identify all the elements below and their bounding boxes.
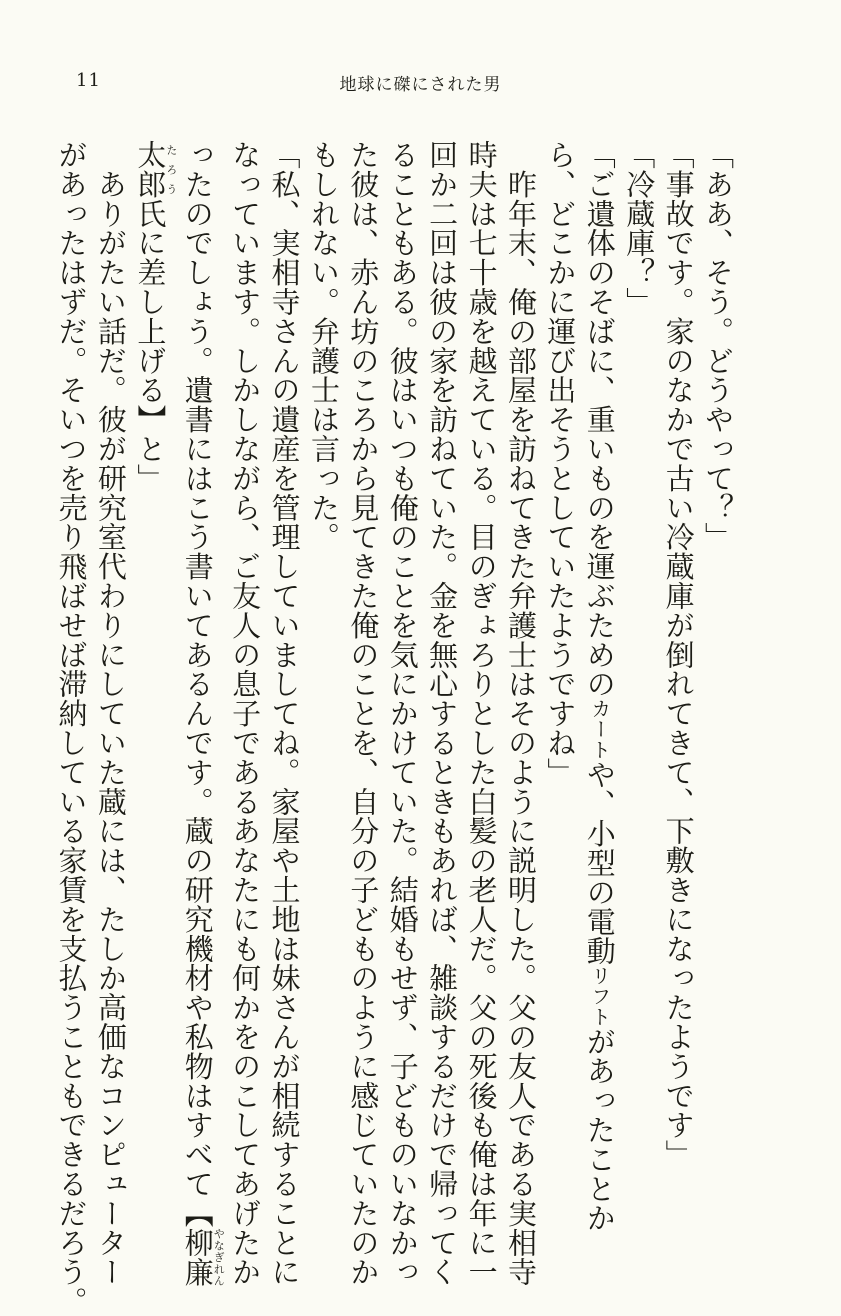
text-line: 「ご遺体のそばに、重いものを運ぶためのカートや、小型の電動リフトがあったことか	[582, 140, 617, 1233]
text-line: 時夫は七十歳を越えている。目のぎょろりとした白髪の老人だ。父の死後も俺は年に一	[464, 140, 499, 1287]
page-number: 11	[76, 70, 101, 91]
text-line: ることもある。彼はいつも俺のことを気にかけていた。結婚もせず、子どものいなかっ	[385, 140, 420, 1287]
text-line: 「事故です。家のなかで古い冷蔵庫が倒れてきて、下敷きになったようです」	[661, 140, 696, 1169]
text-line: た彼は、赤ん坊のころから見てきた俺のことを、自分の子どものように感じていたのか	[346, 140, 381, 1287]
running-head-title: 地球に磔にされた男	[339, 75, 502, 95]
text-line: があったはずだ。そいつを売り飛ばせば滞納している家賃を支払うこともできるだろう。	[54, 140, 89, 1316]
text-line: なっています。しかしながら、ご友人の息子であるあなたにも何かをのこしてあげたか	[228, 140, 263, 1287]
text-line: 「ああ、そう。どうやって？」	[701, 140, 735, 552]
text-line: ったのでしょう。遺書にはこう書いてあるんです。蔵の研究機材や私物はすべて【柳廉やなぎれん	[180, 140, 226, 1287]
small-kana-lift: リフト	[587, 965, 612, 1027]
text-line: ら、どこかに運び出そうとしていたようですね」	[543, 140, 578, 787]
text-line: ありがたい話だ。彼が研究室代わりにしていた蔵には、たしか高価なコンピューター	[93, 140, 128, 1287]
ruby-name-taro: 太郎たろう	[133, 140, 178, 199]
text-line: もしれない。弁護士は言った。	[306, 140, 341, 552]
ruby-name-yanagi-ren: 柳廉やなぎれん	[180, 1227, 226, 1287]
small-kana-cart: カート	[587, 698, 612, 760]
body-text	[51, 140, 737, 1316]
text-line: 「冷蔵庫？」	[622, 140, 657, 317]
text-line: 昨年末、俺の部屋を訪ねてきた弁護士はそのように説明した。父の友人である実相寺	[503, 140, 538, 1287]
text-line: 「私、実相寺さんの遺産を管理していましてね。家屋や土地は妹さんが相続することに	[267, 140, 302, 1287]
text-line: 太郎たろう氏に差し上げる】と」	[133, 140, 178, 493]
text-line: 回か二回は彼の家を訪ねていた。金を無心するときもあれば、雑談するだけで帰ってく	[425, 140, 460, 1287]
